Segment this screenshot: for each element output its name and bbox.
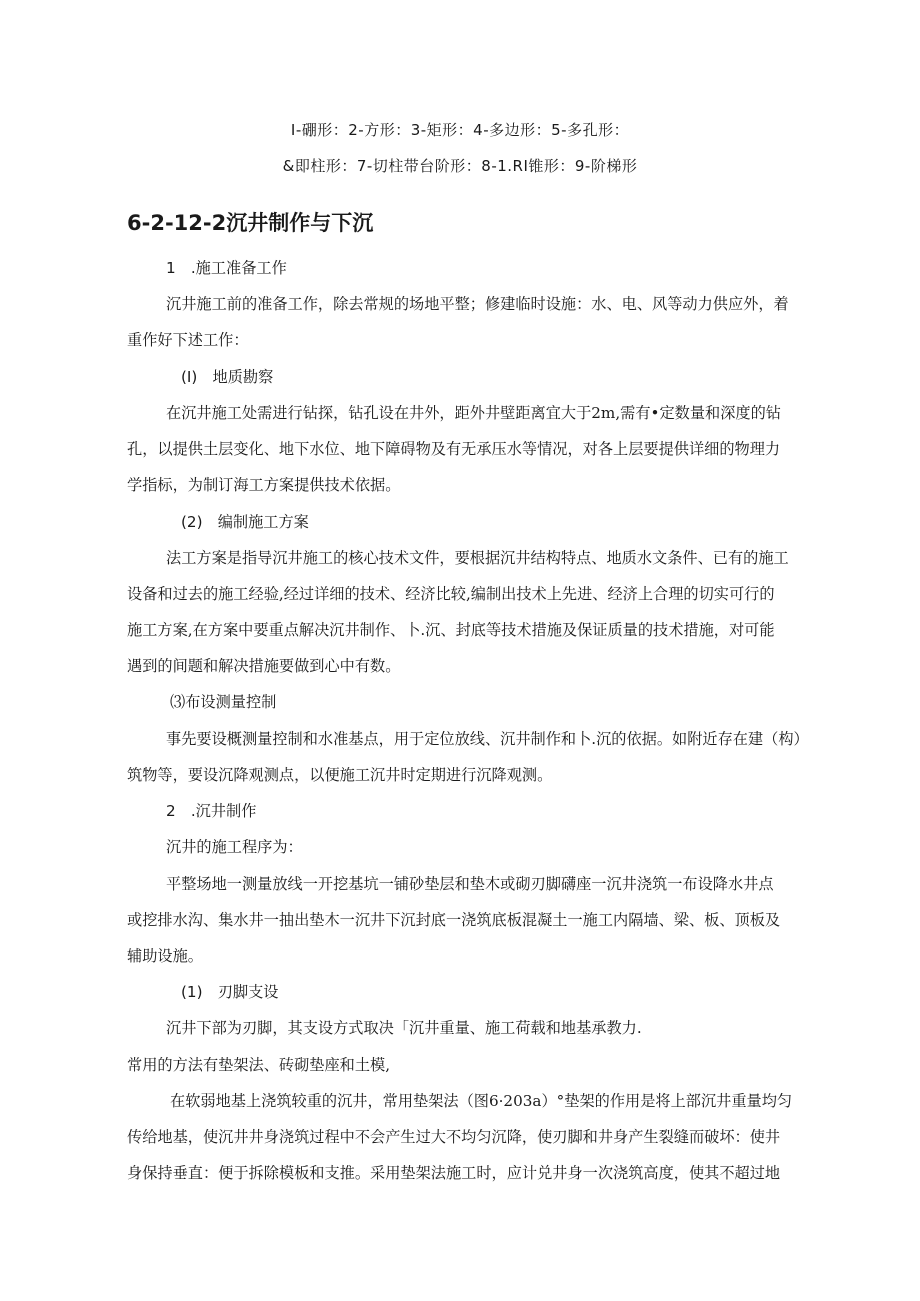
paragraph-line: 设备和过去的施工经验,经过详细的技术、经济比较,编制出技术上先进、经济上合理的切实可行的	[127, 585, 775, 603]
paragraph-line: 传给地基，使沉井井身浇筑过程中不会产生过大不均匀沉降，使刃脚和井身产生裂缝而破坏：使井	[127, 1128, 781, 1146]
paragraph-line: 沉井下部为刃脚，其支设方式取决「沉井重量、施工荷载和地基承教力.	[166, 1019, 642, 1037]
paragraph-line: 学指标，为制订海工方案提供技术依据。	[127, 476, 401, 494]
subsection-title: 2 .沉井制作	[166, 802, 257, 820]
paragraph-line: 法工方案是指导沉井施工的核心技术文件，要根据沉井结构特点、地质水文条件、已有的施工	[166, 549, 789, 567]
section-heading: 6-2-12-2沉井制作与下沉	[127, 211, 374, 235]
figure-caption-line-1: I-硼形：2-方形：3-矩形：4-多边形：5-多孔形：	[290, 121, 630, 139]
figure-caption-line-2: &即柱形：7-切柱带台阶形：8-1.RI锥形：9-阶梯形	[282, 157, 638, 175]
paragraph-line: 身保持垂直：便于拆除模板和支推。采用垫架法施工时，应计兑井身一次浇筑高度，使其不超过地	[127, 1164, 781, 1182]
item-title: (2) 编制施工方案	[181, 513, 309, 531]
paragraph-line: 重作好下述工作：	[127, 331, 249, 349]
paragraph-line: 筑物等，要设沉降观测点，以便施工沉井时定期进行沉降观测。	[127, 766, 553, 784]
paragraph-line: 遇到的间题和解决措施要做到心中有数。	[127, 657, 401, 675]
paragraph-line: 沉井施工前的准备工作，除去常规的场地平整；修建临时设施：水、电、风等动力供应外，着	[166, 295, 789, 313]
paragraph-line: 在沉井施工处需进行钻探，钻孔设在井外，距外井壁距离宜大于2m,需有•定数量和深度的钻	[166, 404, 781, 422]
item-title: (1) 刃脚支设	[181, 983, 279, 1001]
paragraph-line: 事先要设概测量控制和水准基点，用于定位放线、沉井制作和卜.沉的依据。如附近存在建（构）	[166, 730, 809, 748]
paragraph-line: 孔，以提供土层变化、地下水位、地下障碍物及有无承压水等情况，对各上层要提供详细的物理力	[127, 440, 781, 458]
paragraph-line: 施工方案,在方案中要重点解决沉井制作、卜.沉、封底等技术措施及保证质量的技术措施，对可能	[127, 621, 775, 639]
paragraph-line: 平整场地一测量放线一开挖基坑一铺砂垫层和垫木或砌刃脚礴座一沉井浇筑一布设降水井点	[166, 875, 774, 893]
paragraph-line: 常用的方法有垫架法、砖砌垫座和土模,	[127, 1056, 391, 1074]
item-title: (I) 地质勘察	[181, 368, 274, 386]
paragraph-line: 辅助设施。	[127, 947, 203, 965]
paragraph-line: 在软弱地基上浇筑较重的沉井，常用垫架法（图6·203a）°垫架的作用是将上部沉井重量均匀	[170, 1092, 793, 1110]
subsection-title: 1 .施工准备工作	[166, 259, 287, 277]
paragraph-line: 或挖排水沟、集水井一抽出垫木一沉井下沉封底一浇筑底板混凝土一施工内隔墙、梁、板、顶板及	[127, 911, 781, 929]
item-title: ⑶布设测量控制	[170, 693, 277, 711]
paragraph-line: 沉井的施工程序为：	[166, 838, 303, 856]
